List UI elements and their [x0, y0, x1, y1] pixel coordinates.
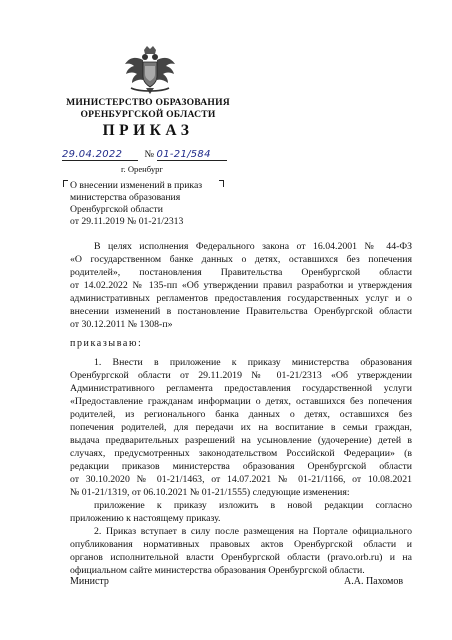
ministry-name-line1: МИНИСТЕРСТВО ОБРАЗОВАНИЯ — [66, 97, 230, 108]
date-field — [62, 149, 138, 161]
signatory-name: А.А. Пахомов — [344, 576, 404, 587]
body-line: официальном сайте министерства образования Оренбургской области. — [70, 565, 365, 576]
subject-line: министерства образования — [70, 192, 181, 203]
body-line: от 14.02.2022 № 135-пп «Об утверждении правил разработки и утверждения — [70, 280, 412, 291]
city-label: г. Оренбург — [121, 164, 163, 174]
body-line: родителей, из регионального банка данных о детях, оставшихся без — [70, 409, 412, 420]
body-line: родителей», постановления Правительства Оренбургской области — [70, 267, 412, 278]
date-number-line — [62, 149, 227, 161]
subject-line: Оренбургской области — [70, 204, 163, 215]
body-line: № 01-21/1319, от 06.10.2021 № 01-21/1555) следующие изменения: — [70, 487, 350, 498]
body-line: опубликования нормативных правовых актов Оренбургской области и — [70, 539, 412, 550]
signatory-position: Министр — [70, 576, 109, 587]
subject-bracket-right — [219, 180, 224, 187]
body-line: приложению к настоящему приказу. — [70, 513, 221, 524]
body-line: редакции приказов министерства образования Оренбургской области — [70, 461, 412, 472]
body-line: внесении изменений в постановление Правительства Оренбургской области — [70, 306, 412, 317]
ministry-name-line2: ОРЕНБУРГСКОЙ ОБЛАСТИ — [80, 109, 216, 120]
subject-bracket-left — [63, 180, 68, 187]
body-line: случаях, предусмотренных законодательством Российской Федерации» (в — [70, 448, 412, 459]
handwritten-date: 29.04.2022 — [62, 149, 123, 160]
body-line: административных регламентов предоставления государственных услуг и о — [70, 293, 412, 304]
coat-of-arms-icon — [121, 44, 179, 96]
body-line: Оренбургской области от 29.11.2019 № 01-21/2313 «Об утверждении — [70, 370, 412, 381]
body-line: В целях исполнения Федерального закона от 16.04.2001 № 44-ФЗ — [94, 241, 412, 252]
order-word: приказываю: — [70, 338, 143, 349]
body-line: 2. Приказ вступает в силу после размещения на Портале официального — [94, 526, 412, 537]
number-sign: № — [144, 149, 155, 160]
body-line: попечения родителей, для передачи их на воспитание в семьи граждан, — [70, 422, 412, 433]
body-line: выдача предварительных разрешений на усыновление (удочерение) детей в — [70, 435, 412, 446]
body-line: органов исполнительной власти Оренбургской области (pravo.orb.ru) и на — [70, 552, 412, 563]
body-line: от 30.12.2011 № 1308-п» — [70, 319, 173, 330]
document-type-title: ПРИКАЗ — [102, 122, 194, 139]
body-line: Административного регламента предоставления государственной услуги — [70, 383, 412, 394]
body-line: приложение к приказу изложить в новой редакции согласно — [94, 500, 412, 511]
number-field — [157, 149, 227, 161]
body-line: от 30.10.2020 № 01-21/1463, от 14.07.2021 № 01-21/1166, от 10.08.2021 — [70, 474, 412, 485]
body-line: 1. Внести в приложение к приказу министерства образования — [94, 357, 412, 368]
subject-line: О внесении изменений в приказ — [70, 180, 203, 191]
subject-line: от 29.11.2019 № 01-21/2313 — [70, 216, 184, 227]
body-line: «О государственном банке данных о детях, оставшихся без попечения — [70, 254, 412, 265]
body-line: «Предоставление гражданам информации о детях, оставшихся без попечения — [70, 396, 412, 407]
handwritten-number: 01-21/584 — [156, 149, 211, 160]
